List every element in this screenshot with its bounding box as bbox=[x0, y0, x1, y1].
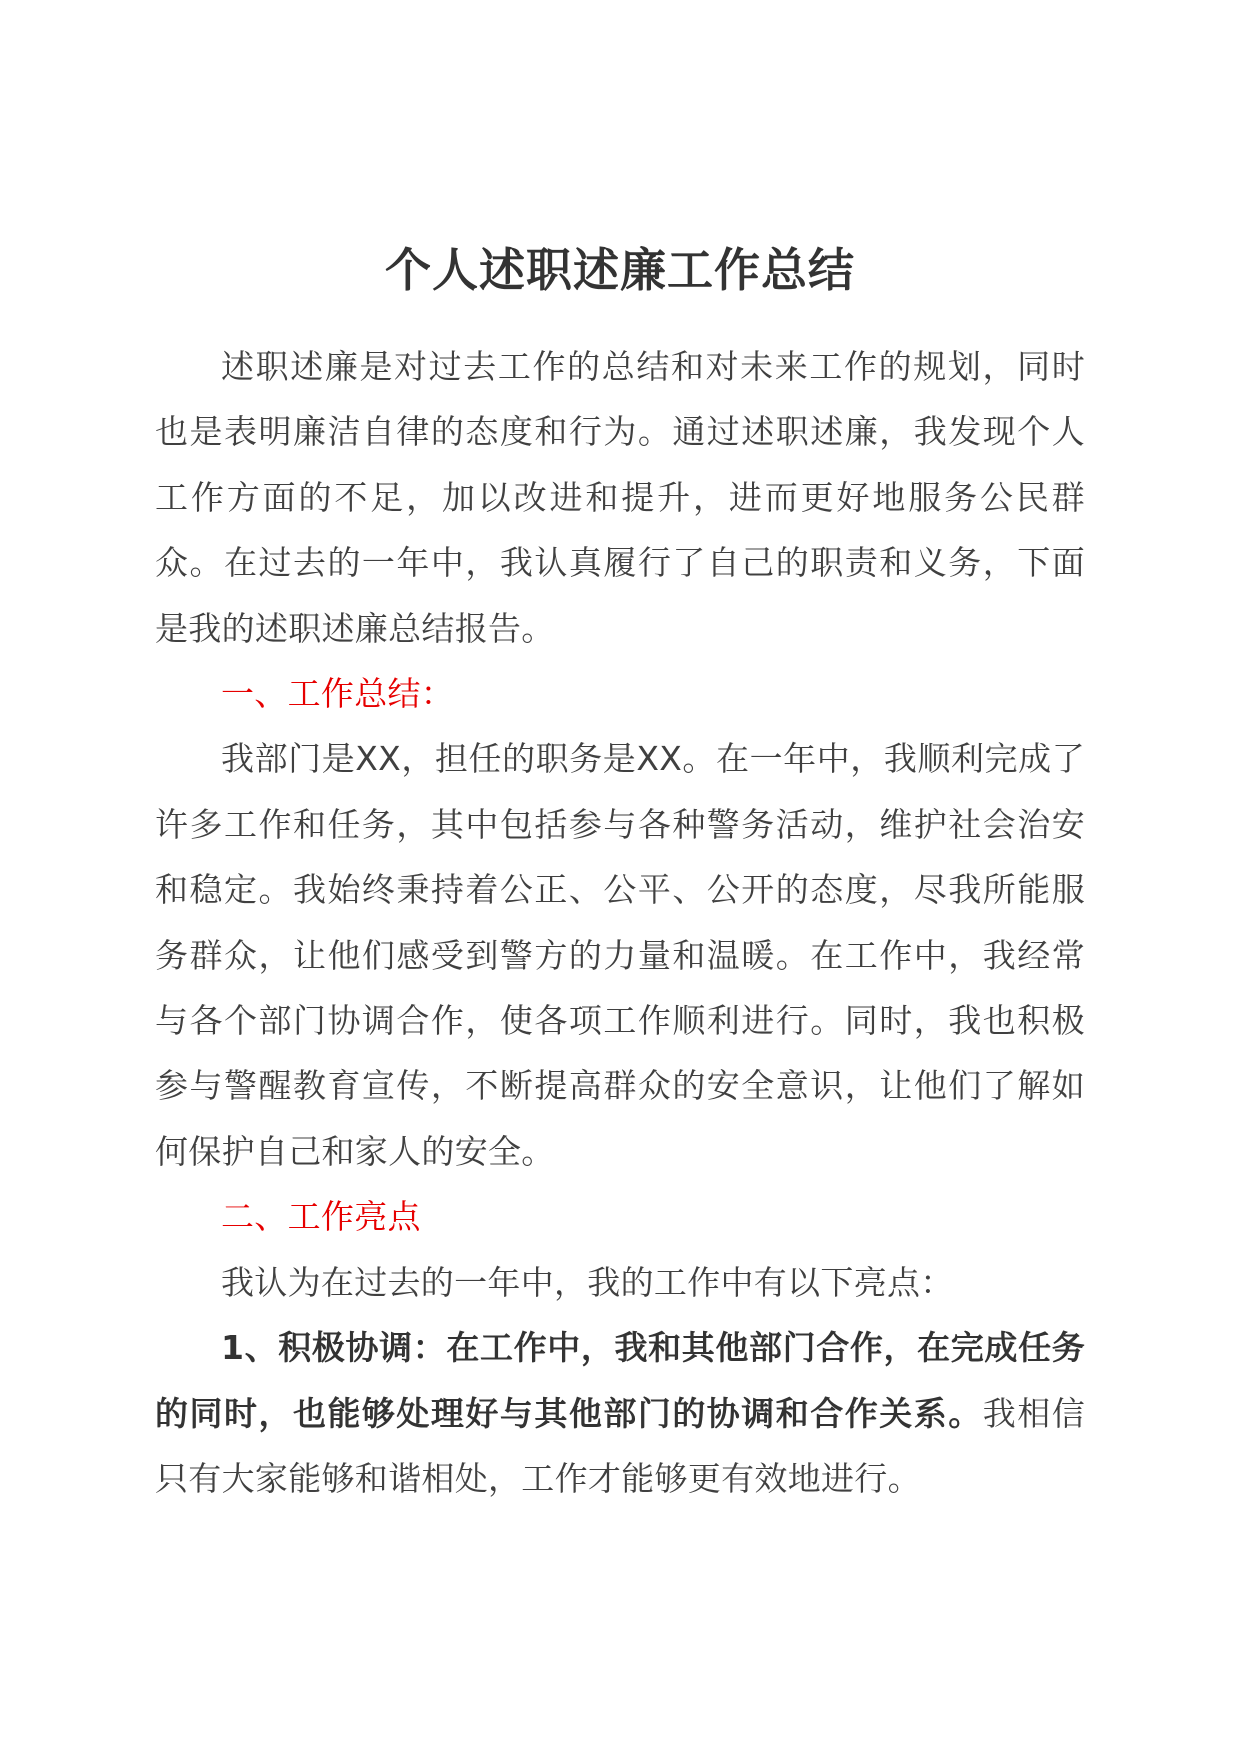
highlight-item-1-rest: 我相信只有大家能够和谐相处，工作才能够更有效地进行。 bbox=[155, 1393, 1085, 1498]
document-title: 个人述职述廉工作总结 bbox=[385, 243, 855, 297]
intro-paragraph: 述职述廉是对过去工作的总结和对未来工作的规划，同时也是表明廉洁自律的态度和行为。通过述职述廉，我发现个人工作方面的不足，加以改进和提升，进而更好地服务公民群众。在过去的一年中，我认真履行了自己的职责和义务，下面是我的述职述廉总结报告。 bbox=[155, 347, 1085, 648]
work-summary-paragraph: 我部门是XX，担任的职务是XX。在一年中，我顺利完成了许多工作和任务，其中包括参与各种警务活动，维护社会治安和稳定。我始终秉持着公正、公平、公开的态度，尽我所能服务群众，让他们感受到警方的力量和温暖。在工作中，我经常与各个部门协调合作，使各项工作顺利进行。同时，我也积极参与警醒教育宣传，不断提高群众的安全意识，让他们了解如何保护自己和家人的安全。 bbox=[155, 739, 1085, 1171]
highlights-lead-paragraph: 我认为在过去的一年中，我的工作中有以下亮点： bbox=[221, 1262, 954, 1302]
highlight-item-1-bold: 1、积极协调：在工作中，我和其他部门合作，在完成任务的同时，也能够处理好与其他部门的协调和合作关系。 bbox=[155, 1328, 1085, 1433]
section-heading-work-summary: 一、工作总结： bbox=[221, 674, 455, 714]
highlight-item-1 bbox=[155, 1315, 1085, 1511]
document-body bbox=[155, 334, 1085, 1511]
section-heading-highlights: 二、工作亮点 bbox=[221, 1197, 421, 1237]
